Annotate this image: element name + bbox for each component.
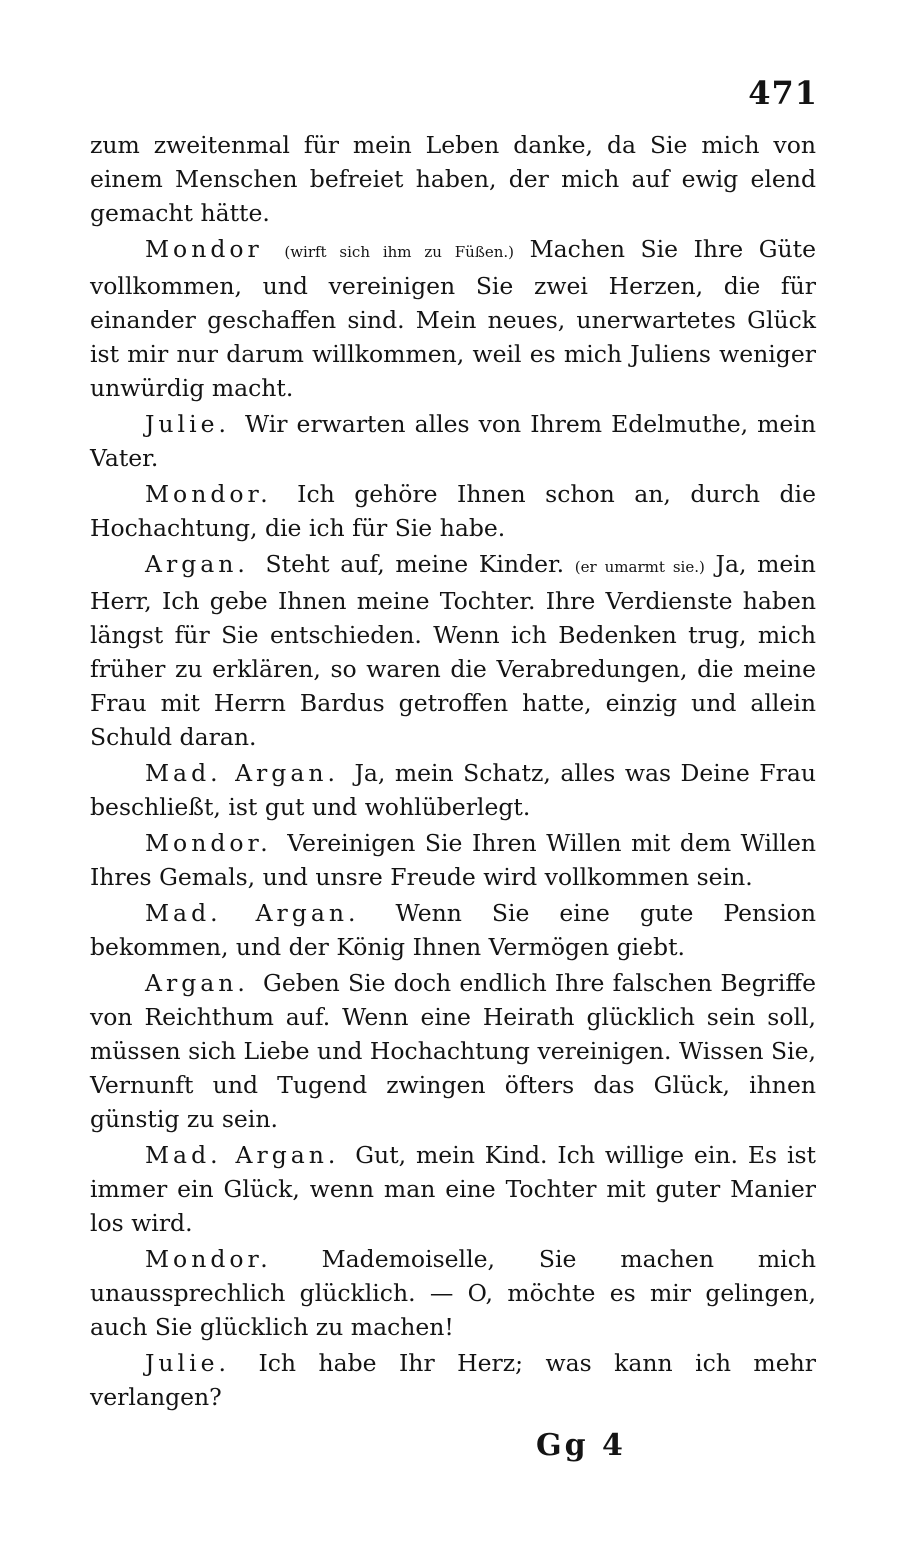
speech-mondor — [90, 826, 816, 894]
printer-signature-mark: Gg 4 — [536, 1428, 626, 1463]
paragraph-text: zum zweitenmal für mein Leben danke, da Sie mich von einem Menschen befreiet haben, der mich auf ewig elend gemacht hätte. — [90, 131, 816, 227]
speech-text: Ich habe Ihr Herz; was kann ich mehr verlangen? — [90, 1349, 816, 1411]
speech-text: Ja, mein Schatz, alles was Deine Frau beschließt, ist gut und wohlüberlegt. — [90, 759, 816, 821]
speech-text: Wir erwarten alles von Ihrem Edelmuthe, mein Vater. — [90, 410, 816, 472]
speech-mondor — [90, 1242, 816, 1344]
speech-argan — [90, 966, 816, 1136]
speech-mad-argan — [90, 1138, 816, 1240]
speech-julie — [90, 407, 816, 475]
speaker-name: Mondor. — [145, 1245, 272, 1273]
speaker-name: Argan. — [145, 969, 249, 997]
stage-direction: (wirft sich ihm zu Füßen.) — [284, 243, 515, 261]
speaker-name: Mad. Argan. — [145, 759, 339, 787]
speech-text: Ich gehöre Ihnen schon an, durch die Hochachtung, die ich für Sie habe. — [90, 480, 816, 542]
speaker-name: Mondor — [145, 235, 263, 263]
speech-mad-argan — [90, 896, 816, 964]
speech-text: Machen Sie Ihre Güte vollkommen, und vereinigen Sie zwei Herzen, die für einander geschaffen sind. Mein neues, unerwartetes Glück ist mir nur darum willkommen, weil es mich Juliens weniger unwürdig macht. — [90, 235, 816, 402]
speaker-name: Mad. Argan. — [145, 1141, 340, 1169]
speech-mondor — [90, 232, 816, 405]
speaker-name: Julie. — [145, 410, 230, 438]
page-text — [90, 128, 816, 1416]
speech-mad-argan — [90, 756, 816, 824]
speech-julie — [90, 1346, 816, 1414]
speaker-name: Mad. Argan. — [145, 899, 360, 927]
speech-text-continued: Ja, mein Herr, Ich gebe Ihnen meine Tochter. Ihre Verdienste haben längst für Sie entschieden. Wenn ich Bedenken trug, mich früher zu erklären, so waren die Verabredungen, die meine Frau mit Herrn Bardus getroffen hatte, einzig und allein Schuld daran. — [90, 550, 816, 751]
stage-direction: (er umarmt sie.) — [574, 558, 705, 576]
speaker-name: Julie. — [145, 1349, 230, 1377]
speaker-name: Mondor. — [145, 480, 272, 508]
speech-mondor — [90, 477, 816, 545]
speaker-name: Mondor. — [145, 829, 272, 857]
page-number: 471 — [748, 74, 818, 112]
speech-text: Steht auf, meine Kinder. — [265, 550, 565, 578]
speech-text: Geben Sie doch endlich Ihre falschen Begriffe von Reichthum auf. Wenn eine Heirath glücklich sein soll, müssen sich Liebe und Hochachtung vereinigen. Wissen Sie, Vernunft und Tugend zwingen öfters das Glück, ihnen günstig zu sein. — [90, 969, 816, 1133]
speech-text: Mademoiselle, Sie machen mich unaussprechlich glücklich. — O, möchte es mir gelingen, auch Sie glücklich zu machen! — [90, 1245, 816, 1341]
speech-text: Wenn Sie eine gute Pension bekommen, und der König Ihnen Vermögen giebt. — [90, 899, 817, 961]
speech-text: Gut, mein Kind. Ich willige ein. Es ist immer ein Glück, wenn man eine Tochter mit guter Manier los wird. — [90, 1141, 816, 1237]
speaker-name: Argan. — [145, 550, 249, 578]
paragraph-continuation — [90, 128, 816, 230]
speech-argan — [90, 547, 816, 754]
speech-text: Vereinigen Sie Ihren Willen mit dem Willen Ihres Gemals, und unsre Freude wird vollkommen sein. — [90, 829, 816, 891]
